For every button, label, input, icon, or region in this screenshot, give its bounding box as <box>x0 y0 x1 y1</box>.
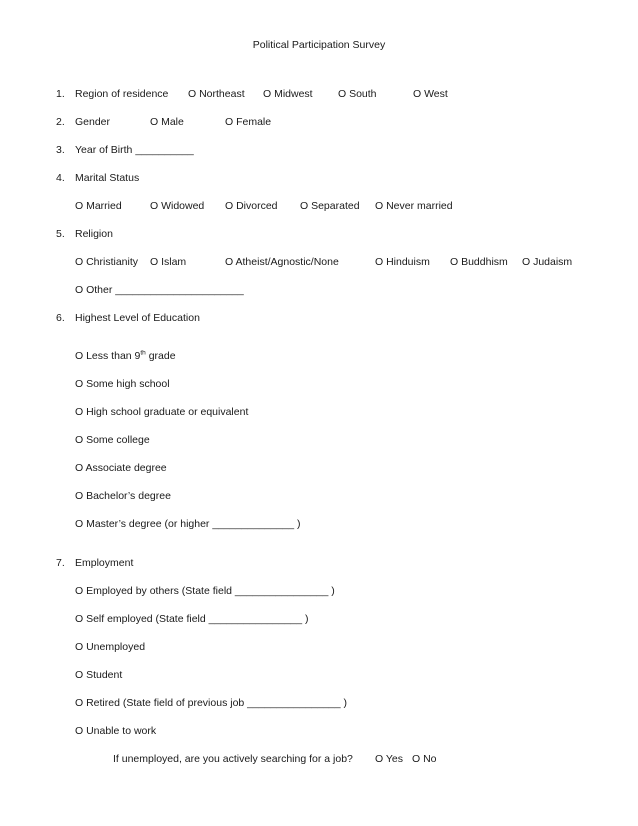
option-south[interactable]: O South <box>338 88 377 100</box>
question-7-number: 7. <box>56 557 65 569</box>
option-unable-to-work[interactable]: O Unable to work <box>75 725 157 737</box>
question-1-number: 1. <box>56 88 65 100</box>
question-2-number: 2. <box>56 116 65 128</box>
job-search-question: If unemployed, are you actively searching for a job? <box>113 753 353 765</box>
option-self-employed[interactable]: O Self employed (State field ________________ ) <box>75 613 309 625</box>
option-employed-by-others[interactable]: O Employed by others (State field ________________ ) <box>75 585 335 597</box>
question-5-number: 5. <box>56 228 65 240</box>
option-other-religion[interactable]: O Other ______________________ <box>75 284 244 296</box>
question-3-number: 3. <box>56 144 65 156</box>
option-retired[interactable]: O Retired (State field of previous job ________________ ) <box>75 697 348 709</box>
option-bachelors-degree[interactable]: O Bachelor’s degree <box>75 490 171 502</box>
ordinal-suffix: th <box>140 349 146 357</box>
option-northeast[interactable]: O Northeast <box>188 88 245 100</box>
option-west[interactable]: O West <box>413 88 448 100</box>
option-never-married[interactable]: O Never married <box>375 200 453 212</box>
option-some-college[interactable]: O Some college <box>75 434 150 446</box>
option-no[interactable]: O No <box>412 753 437 765</box>
option-married[interactable]: O Married <box>75 200 122 212</box>
survey-title: Political Participation Survey <box>252 39 386 51</box>
option-separated[interactable]: O Separated <box>300 200 360 212</box>
option-student[interactable]: O Student <box>75 669 123 681</box>
option-masters-degree[interactable]: O Master’s degree (or higher ______________ ) <box>75 518 301 530</box>
option-midwest[interactable]: O Midwest <box>263 88 313 100</box>
question-2-label: Gender <box>75 116 111 128</box>
option-associate-degree[interactable]: O Associate degree <box>75 462 167 474</box>
question-6-number: 6. <box>56 312 65 324</box>
question-4-number: 4. <box>56 172 65 184</box>
option-widowed[interactable]: O Widowed <box>150 200 205 212</box>
option-unemployed[interactable]: O Unemployed <box>75 641 146 653</box>
option-divorced[interactable]: O Divorced <box>225 200 278 212</box>
year-of-birth-field[interactable]: Year of Birth __________ <box>75 144 194 156</box>
option-less-than-9th[interactable] <box>75 349 176 363</box>
option-hinduism[interactable]: O Hinduism <box>375 256 430 268</box>
question-4-label: Marital Status <box>75 172 140 184</box>
option-buddhism[interactable]: O Buddhism <box>450 256 508 268</box>
option-islam[interactable]: O Islam <box>150 256 187 268</box>
option-less-than-9th-text: O Less than 9 <box>75 350 141 362</box>
option-high-school-graduate[interactable]: O High school graduate or equivalent <box>75 406 249 418</box>
option-christianity[interactable]: O Christianity <box>75 256 139 268</box>
option-less-than-9th-grade: grade <box>145 350 176 362</box>
option-judaism[interactable]: O Judaism <box>522 256 573 268</box>
question-5-label: Religion <box>75 228 113 240</box>
option-female[interactable]: O Female <box>225 116 272 128</box>
question-6-label: Highest Level of Education <box>75 312 200 324</box>
option-some-high-school[interactable]: O Some high school <box>75 378 170 390</box>
question-7-label: Employment <box>75 557 134 569</box>
option-atheist[interactable]: O Atheist/Agnostic/None <box>225 256 339 268</box>
option-yes[interactable]: O Yes <box>375 753 404 765</box>
option-male[interactable]: O Male <box>150 116 184 128</box>
question-1-label: Region of residence <box>75 88 169 100</box>
